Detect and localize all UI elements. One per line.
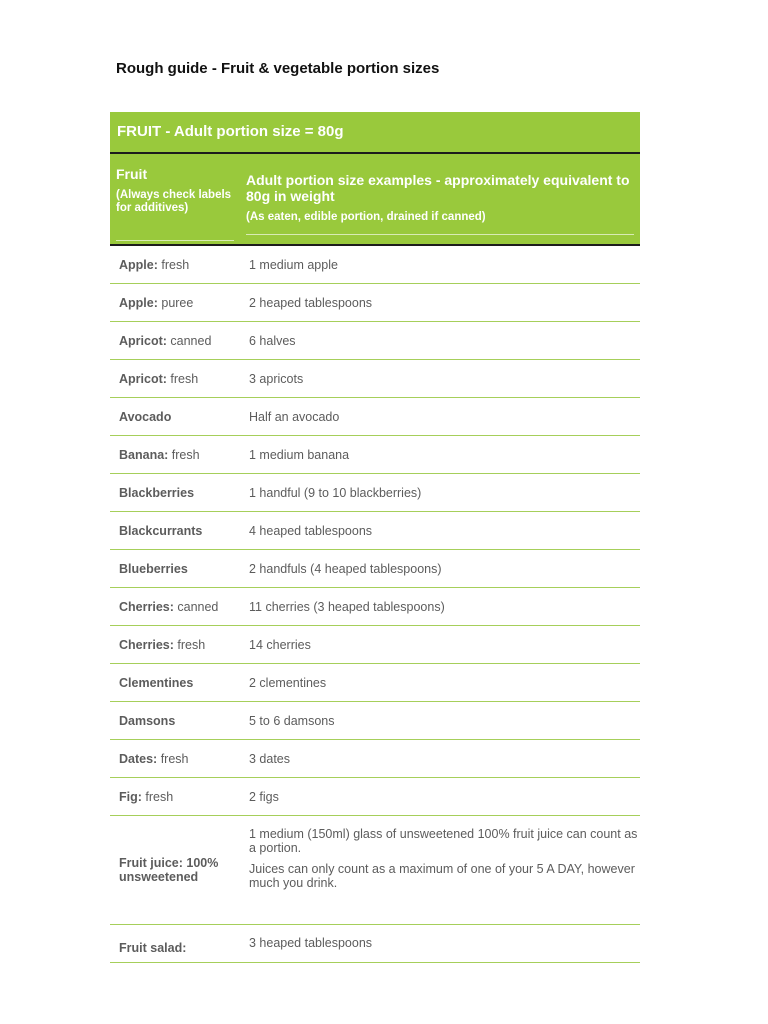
table-row — [110, 246, 640, 284]
table-row — [110, 626, 640, 664]
portion-text: 3 dates — [249, 751, 291, 766]
table-row — [110, 512, 640, 550]
table-row — [110, 398, 640, 436]
portion-text: 2 clementines — [249, 675, 327, 690]
table-row — [110, 664, 640, 702]
fruit-detail: canned — [166, 333, 212, 348]
fruit-name: Fruit juice: 100% unsweetened — [119, 856, 219, 884]
portion-text: 3 apricots — [249, 371, 304, 386]
header-fruit-label: Fruit — [116, 166, 148, 182]
fruit-name: Blueberries — [119, 561, 188, 576]
fruit-name: Banana: — [119, 447, 169, 462]
fruit-detail: fresh — [173, 637, 206, 652]
fruit-detail: fresh — [166, 371, 199, 386]
fruit-detail: puree — [157, 295, 194, 310]
portion-text: 14 cherries — [249, 637, 311, 652]
fruit-name: Blackberries — [119, 485, 195, 500]
portion-text: 11 cherries (3 heaped tablespoons) — [249, 599, 445, 614]
header-fruit-column — [116, 166, 234, 215]
table-row — [110, 284, 640, 322]
fruit-detail: fresh — [168, 447, 200, 462]
portion-text: 3 heaped tablespoons — [249, 936, 373, 950]
table-row — [110, 778, 640, 816]
table-row — [110, 588, 640, 626]
fruit-detail: canned — [173, 599, 219, 614]
table-row — [110, 360, 640, 398]
fruit-name: Cherries: — [119, 599, 174, 614]
header-example-label: Adult portion size examples - approximately equivalent to 80g in weight — [246, 172, 630, 204]
table-row — [110, 925, 640, 963]
portion-text: 1 medium (150ml) glass of unsweetened 100% fruit juice can count as a portion. — [249, 827, 638, 855]
fruit-name: Damsons — [119, 713, 176, 728]
table-header — [110, 154, 640, 246]
portion-text: 2 handfuls (4 heaped tablespoons) — [249, 561, 442, 576]
portion-text: 6 halves — [249, 333, 296, 348]
portion-note: Juices can only count as a maximum of one of your 5 A DAY, however much you drink. — [249, 862, 635, 890]
fruit-name: Dates: — [119, 751, 158, 766]
fruit-detail: fresh — [157, 257, 190, 272]
fruit-name: Apple: — [119, 257, 158, 272]
table-row — [110, 550, 640, 588]
portion-text: 2 heaped tablespoons — [249, 295, 373, 310]
fruit-name: Blackcurrants — [119, 523, 203, 538]
header-example-column — [246, 172, 634, 224]
header-example-note: (As eaten, edible portion, drained if canned) — [246, 211, 486, 223]
portion-text: Half an avocado — [249, 409, 340, 424]
fruit-name: Avocado — [119, 409, 172, 424]
fruit-detail: fresh — [141, 789, 174, 804]
portion-text: 1 medium banana — [249, 447, 350, 462]
fruit-name: Fig: — [119, 789, 142, 804]
fruit-name: Apricot: — [119, 371, 167, 386]
table-row — [110, 816, 640, 925]
portion-text: 1 medium apple — [249, 257, 338, 272]
portion-table — [110, 112, 640, 963]
fruit-name: Fruit salad: — [119, 941, 187, 955]
fruit-name: Clementines — [119, 675, 194, 690]
header-fruit-note: (Always check labels for additives) — [116, 189, 232, 214]
page-title: Rough guide - Fruit & vegetable portion sizes — [116, 60, 440, 77]
table-row — [110, 474, 640, 512]
table-row — [110, 740, 640, 778]
portion-text: 5 to 6 damsons — [249, 713, 335, 728]
table-row — [110, 436, 640, 474]
fruit-name: Cherries: — [119, 637, 174, 652]
table-banner: FRUIT - Adult portion size = 80g — [110, 112, 640, 154]
header-fruit-divider — [116, 240, 234, 241]
portion-text: 1 handful (9 to 10 blackberries) — [249, 485, 422, 500]
table-row — [110, 322, 640, 360]
header-example-divider — [246, 234, 634, 235]
fruit-name: Apricot: — [119, 333, 167, 348]
portion-text: 4 heaped tablespoons — [249, 523, 373, 538]
fruit-detail: fresh — [157, 751, 189, 766]
portion-text: 2 figs — [249, 789, 279, 804]
fruit-name: Apple: — [119, 295, 158, 310]
table-row — [110, 702, 640, 740]
